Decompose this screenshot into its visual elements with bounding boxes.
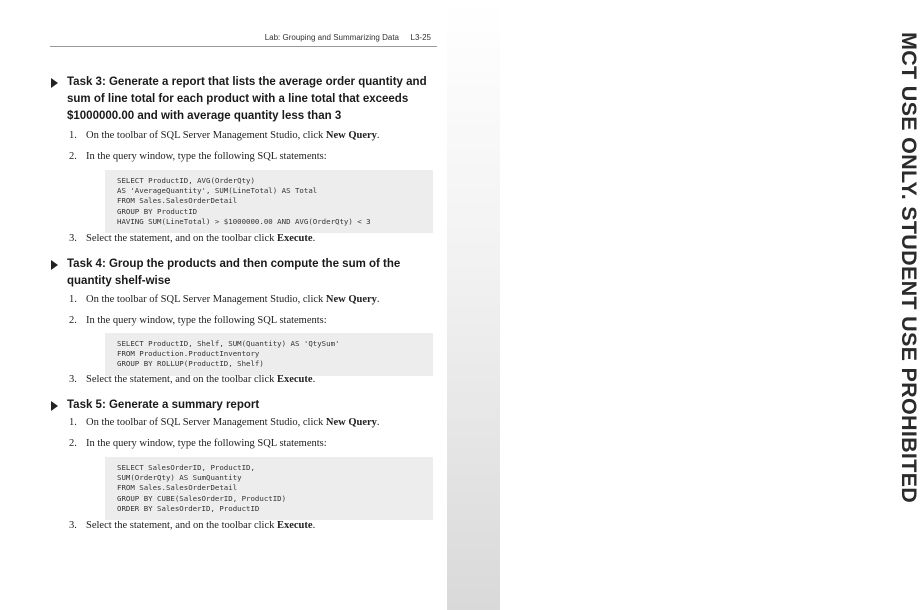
execute-label: Execute — [276, 233, 313, 244]
task-4-step-1: 1. On the toolbar of SQL Server Management Studio, click New Query. — [69, 294, 380, 305]
triangle-bullet-icon — [51, 401, 58, 411]
triangle-bullet-icon — [51, 78, 58, 88]
execute-label: Execute — [276, 520, 313, 531]
task-4-title: Task 4: Group the products and then compute the sum of the quantity shelf-wise — [67, 258, 401, 287]
task-4-step-2: 2. In the query window, type the following SQL statements: — [69, 315, 327, 326]
page-header — [50, 30, 437, 47]
page-number: L3-25 — [410, 33, 431, 42]
task-4-step-3: 3. Select the statement, and on the toolbar click Execute. — [69, 374, 316, 385]
execute-label: Execute — [276, 374, 313, 385]
triangle-bullet-icon — [51, 260, 58, 270]
new-query-label: New Query — [325, 417, 377, 428]
task-5-step-2: 2. In the query window, type the following SQL statements: — [69, 438, 327, 449]
task-3-heading — [67, 74, 437, 125]
task-5-step-1: 1. On the toolbar of SQL Server Management Studio, click New Query. — [69, 417, 380, 428]
task-5-code-block: SELECT SalesOrderID, ProductID, SUM(OrderQty) AS SumQuantity FROM Sales.SalesOrderDetail GROUP BY CUBE(SalesOrderID, ProductID) ORDER BY SalesOrderID, ProductID — [105, 457, 433, 520]
watermark-text: MCT USE ONLY. STUDENT USE PROHIBITED — [897, 32, 921, 504]
task-3-step-2: 2. In the query window, type the following SQL statements: — [69, 151, 327, 162]
task-4-heading — [67, 256, 437, 290]
task-3-title: Task 3: Generate a report that lists the average order quantity and sum of line total for each product with a line total that exceeds $1000000.00 and with average quantity less than 3 — [67, 76, 427, 122]
task-5-step-3: 3. Select the statement, and on the toolbar click Execute. — [69, 520, 316, 531]
new-query-label: New Query — [325, 294, 377, 305]
task-5-heading — [67, 397, 437, 414]
header-title: Lab: Grouping and Summarizing Data — [264, 33, 399, 42]
task-3-step-3: 3. Select the statement, and on the toolbar click Execute. — [69, 233, 316, 244]
task-3-step-1: 1. On the toolbar of SQL Server Management Studio, click New Query. — [69, 130, 380, 141]
task-3-code-block: SELECT ProductID, AVG(OrderQty) AS 'AverageQuantity', SUM(LineTotal) AS Total FROM Sales.SalesOrderDetail GROUP BY ProductID HAVING SUM(LineTotal) > $1000000.00 AND AVG(OrderQty) < 3 — [105, 170, 433, 233]
task-5-title: Task 5: Generate a summary report — [67, 399, 260, 411]
task-4-code-block: SELECT ProductID, Shelf, SUM(Quantity) AS 'QtySum' FROM Production.ProductInventory GROUP BY ROLLUP(ProductID, Shelf) — [105, 333, 433, 376]
new-query-label: New Query — [325, 130, 377, 141]
